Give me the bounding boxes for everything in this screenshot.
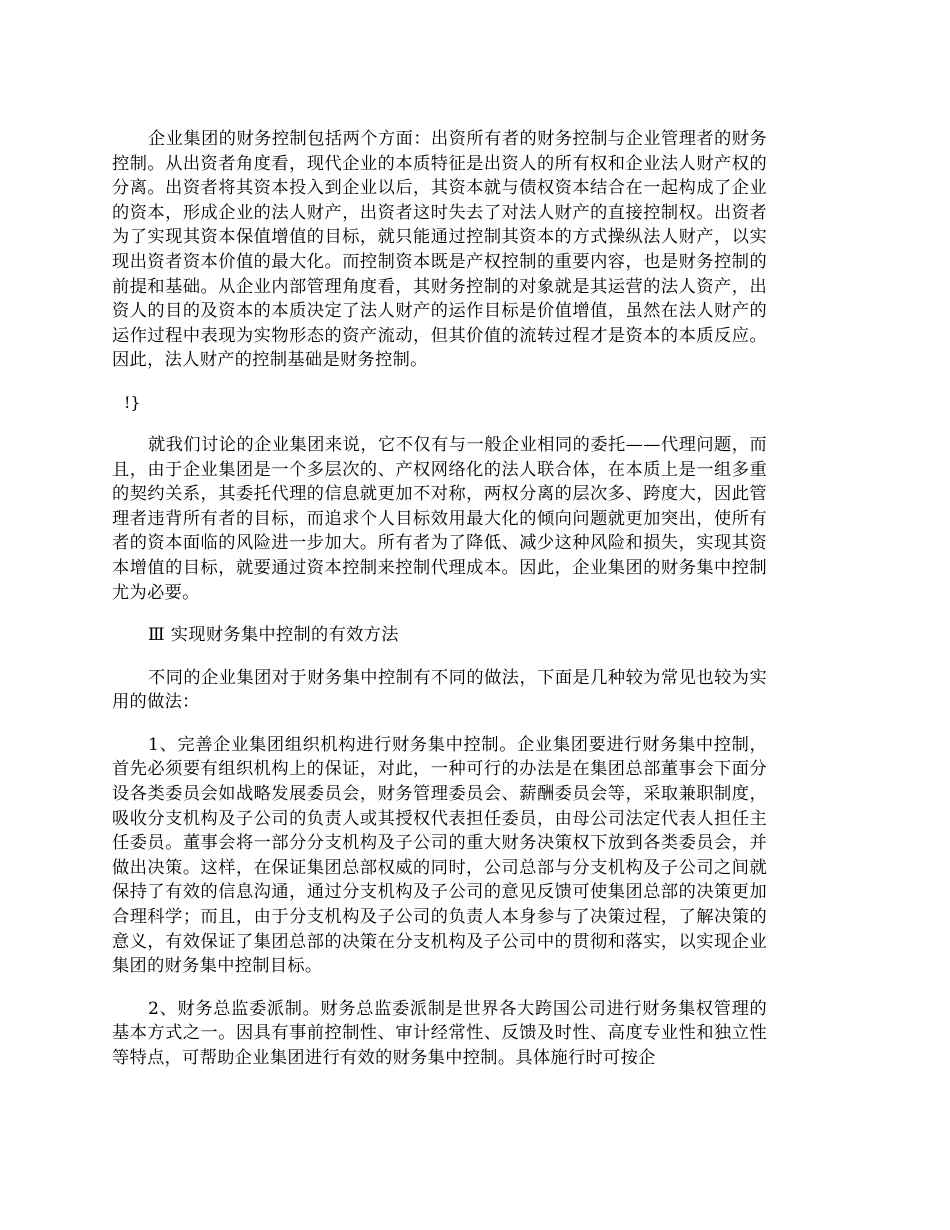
paragraph-agency-problem: 就我们讨论的企业集团来说，它不仅有与一般企业相同的委托——代理问题，而且，由于企业集团是一个多层次的、产权网络化的法人联合体，在本质上是一组多重的契约关系，其委托代理的信息就更加不对称，两权分离的层次多、跨度大，因此管理者违背所有者的目标，而追求个人目标效用最大化的倾向问题就更加突出，使所有者的资本面临的风险进一步加大。所有者为了降低、减少这种风险和损失，实现其资本增值的目标，就要通过资本控制来控制代理成本。因此，企业集团的财务集中控制尤为必要。: [112, 434, 767, 603]
paragraph-method-2: 2、财务总监委派制。财务总监委派制是世界各大跨国公司进行财务集权管理的基本方式之一。因具有事前控制性、审计经常性、反馈及时性、高度专业性和独立性等特点，可帮助企业集团进行有效的财务集中控制。具体施行时可按企: [112, 998, 767, 1068]
section-heading: Ⅲ 实现财务集中控制的有效方法: [148, 625, 399, 646]
paragraph-method-1: 1、完善企业集团组织机构进行财务集中控制。企业集团要进行财务集中控制，首先必须要有组织机构上的保证，对此，一种可行的办法是在集团总部董事会下面分设各类委员会如战略发展委员会，财务管理委员会、薪酬委员会等，采取兼职制度，吸收分支机构及子公司的负责人或其授权代表担任委员，由母公司法定代表人担任主任委员。董事会将一部分分支机构及子公司的重大财务决策权下放到各类委员会，并做出决策。这样，在保证集团总部权威的同时，公司总部与分支机构及子公司之间就保持了有效的信息沟通，通过分支机构及子公司的意见反馈可使集团总部的决策更加合理科学；而且，由于分支机构及子公司的负责人本身参与了决策过程，了解决策的意义，有效保证了集团总部的决策在分支机构及子公司中的贯彻和落实，以实现企业集团的财务集中控制目标。: [112, 734, 767, 977]
stray-marker: !}: [124, 392, 141, 412]
paragraph-methods-intro: 不同的企业集团对于财务集中控制有不同的做法，下面是几种较为常见也较为实用的做法：: [112, 667, 767, 713]
document-body: [112, 127, 767, 1089]
paragraph-financial-control-aspects: 企业集团的财务控制包括两个方面：出资所有者的财务控制与企业管理者的财务控制。从出资者角度看，现代企业的本质特征是出资人的所有权和企业法人财产权的分离。出资者将其资本投入到企业以后，其资本就与债权资本结合在一起构成了企业的资本，形成企业的法人财产，出资者这时失去了对法人财产的直接控制权。出资者为了实现其资本保值增值的目标，就只能通过控制其资本的方式操纵法人财产，以实现出资者资本价值的最大化。而控制资本既是产权控制的重要内容，也是财务控制的前提和基础。从企业内部管理角度看，其财务控制的对象就是其运营的法人资产，出资人的目的及资本的本质决定了法人财产的运作目标是价值增值，虽然在法人财产的运作过程中表现为实物形态的资产流动，但其价值的流转过程才是资本的本质反应。因此，法人财产的控制基础是财务控制。: [112, 129, 767, 371]
